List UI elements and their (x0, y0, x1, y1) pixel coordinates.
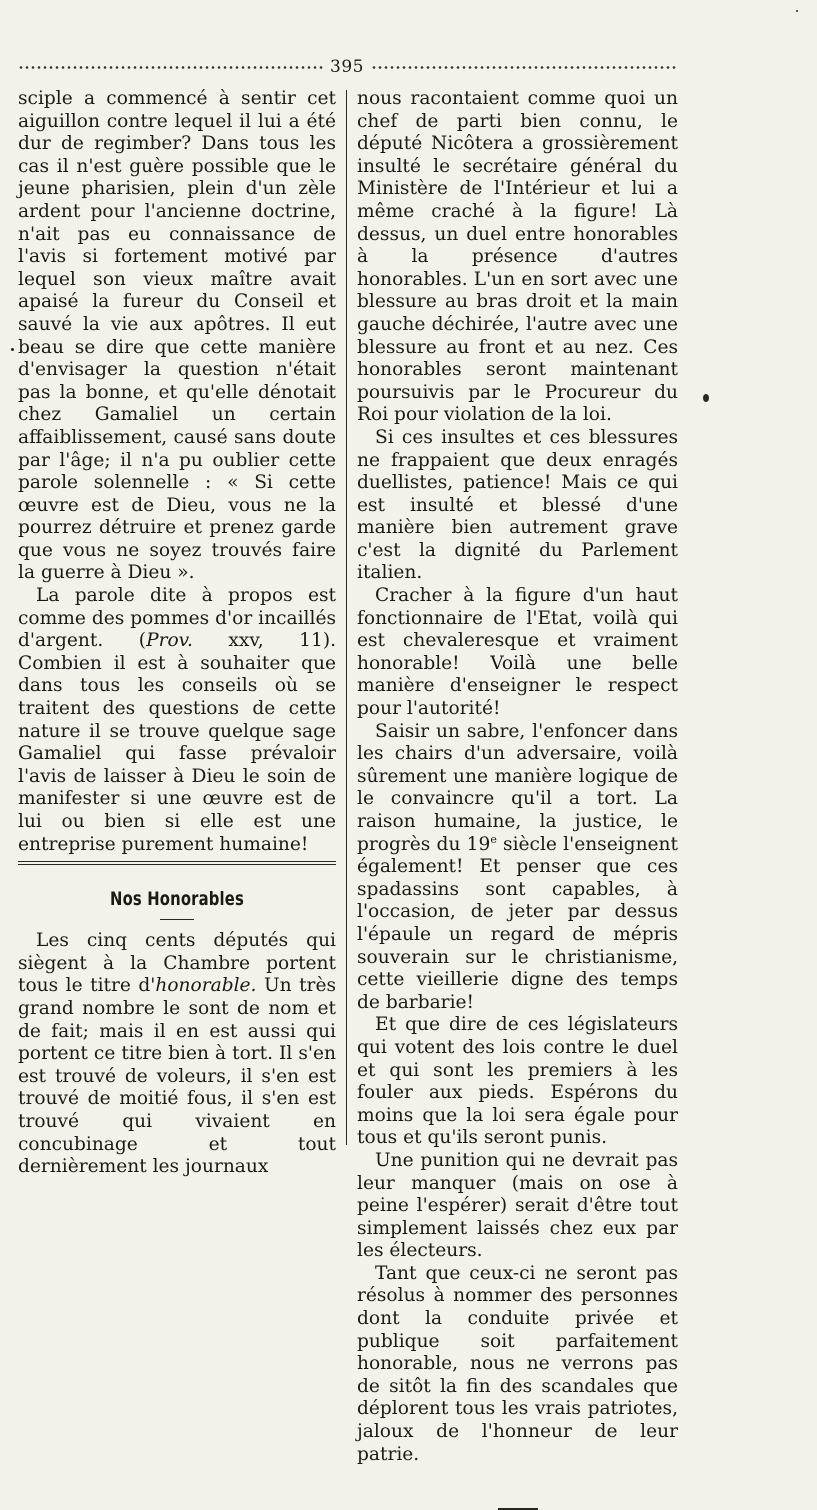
paragraph: Et que dire de ces législateurs qui votent des lois contre le duel et qui sont les premiers à les fouler aux pieds. Espérons du moins que la loi sera égale pour tous et qu'ils seront punis. (357, 1014, 678, 1149)
paragraph: Une punition qui ne devrait pas leur manquer (mais on ose à peine l'espérer) serait d'être tout simplement laissés chez eux par les électeurs. (357, 1149, 678, 1262)
section-title: Nos Honorables (110, 888, 244, 911)
paragraph-text: Les cinq cents députés qui siègent à la Chambre portent tous le titre d' (18, 930, 336, 997)
ink-speck (703, 394, 709, 402)
paragraph (357, 721, 678, 1015)
title-dash (160, 919, 194, 920)
paragraph: Si ces insultes et ces blessures ne frappaient que deux enragés duellistes, patience! Mais ce qui est insulté et blessé d'une manière bien autrement grave c'est la dignité du Parlement italien. (357, 426, 678, 584)
paragraph-text: Saisir un sabre, l'enfoncer dans les chairs d'un adversaire, voilà sûrement une manière logique de le convaincre qu'il a tort. La raison humaine, la justice, le progrès du 19 (357, 720, 678, 855)
paragraph-text: xxv, 11). Combien il est à souhaiter que dans tous les conseils où se traitent des questions de cette nature il se trouve quelque sage Gamaliel qui fasse prévaloir l'avis de laisser à Dieu le soin de manifester si une œuvre est de lui ou bien si elle est une entreprise purement humaine! (18, 630, 336, 855)
paragraph: nous racontaient comme quoi un chef de parti bien connu, le député Nicôtera a grossièrement insulté le secrétaire général du Ministère de l'Intérieur et lui a même craché à la figure! Là dessus, un duel entre honorables à la présence d'autres honorables. L'un en sort avec une blessure au bras droit et la main gauche déchirée, l'autre avec une blessure au front et au nez. Ces honorables seront maintenant poursuivis par le Procureur du Roi pour violation de la loi. (357, 88, 678, 426)
superscript: e (490, 832, 497, 846)
paragraph: sciple a commencé à sentir cet aiguillon contre lequel il lui a été dur de regimber? Dans tous les cas il n'est guère possible que le jeune pharisien, plein d'un zèle ardent pour l'ancienne doctrine, n'ait pas eu connaissance de l'avis si fortement motivé par lequel son vieux maître avait apaisé la fureur du Conseil et sauvé la vie aux apôtres. Il eut beau se dire que cette manière d'envisager la question n'était pas la bonne, et qu'elle dénotait chez Gamaliel un certain affaiblissement, causé sans doute par l'âge; il n'a pu oublier cette parole solennelle : « Si cette œuvre est de Dieu, vous ne la pourrez détruire et prenez garde que vous ne soyez trouvés faire la guerre à Dieu ». (18, 88, 336, 584)
emphasis: honorable. (155, 975, 257, 997)
paragraph (18, 930, 336, 1179)
paragraph-text: La parole dite à propos est comme des pommes d'or incaillés d'argent. ( (18, 585, 336, 652)
page-header (18, 56, 676, 78)
page-number: 395 (330, 57, 364, 77)
column-divider (346, 90, 347, 1145)
left-column (18, 88, 336, 1179)
right-column (357, 88, 678, 1510)
paragraph: Tant que ceux-ci ne seront pas résolus à nommer des personnes dont la conduite privée et publique soit parfaitement honorable, nous ne verrons pas de sitôt la fin des scandales que déplorent tous les vrais patriotes, jaloux de l'honneur de leur patrie. (357, 1262, 678, 1465)
paragraph-text: Un très grand nombre le sont de nom et de fait; mais il en est aussi qui portent ce titre bien à tort. Il s'en est trouvé de voleurs, il s'en est trouvé de moitié fous, il s'en est trouvé qui vivaient en concubinage et tout dernièrement les journaux (18, 975, 336, 1178)
ink-speck (796, 10, 798, 12)
section-separator-thin (18, 864, 336, 865)
paragraph (18, 585, 336, 856)
citation-reference: Prov. (146, 630, 193, 652)
ink-speck (11, 348, 14, 351)
header-ornament-right (371, 66, 676, 69)
paragraph-text: siècle l'enseignent également! Et penser que ces spadassins sont capables, à l'occasion, de jeter par dessus l'épaule un regard de mépris souverain sur le christianisme, cette vieillerie digne des temps de barbarie! (357, 833, 678, 1013)
paragraph: Cracher à la figure d'un haut fonctionnaire de l'Etat, voilà qui est chevaleresque et vraiment honorable! Voilà une belle manière d'enseigner le respect pour l'autorité! (357, 585, 678, 720)
section-separator (18, 861, 336, 862)
